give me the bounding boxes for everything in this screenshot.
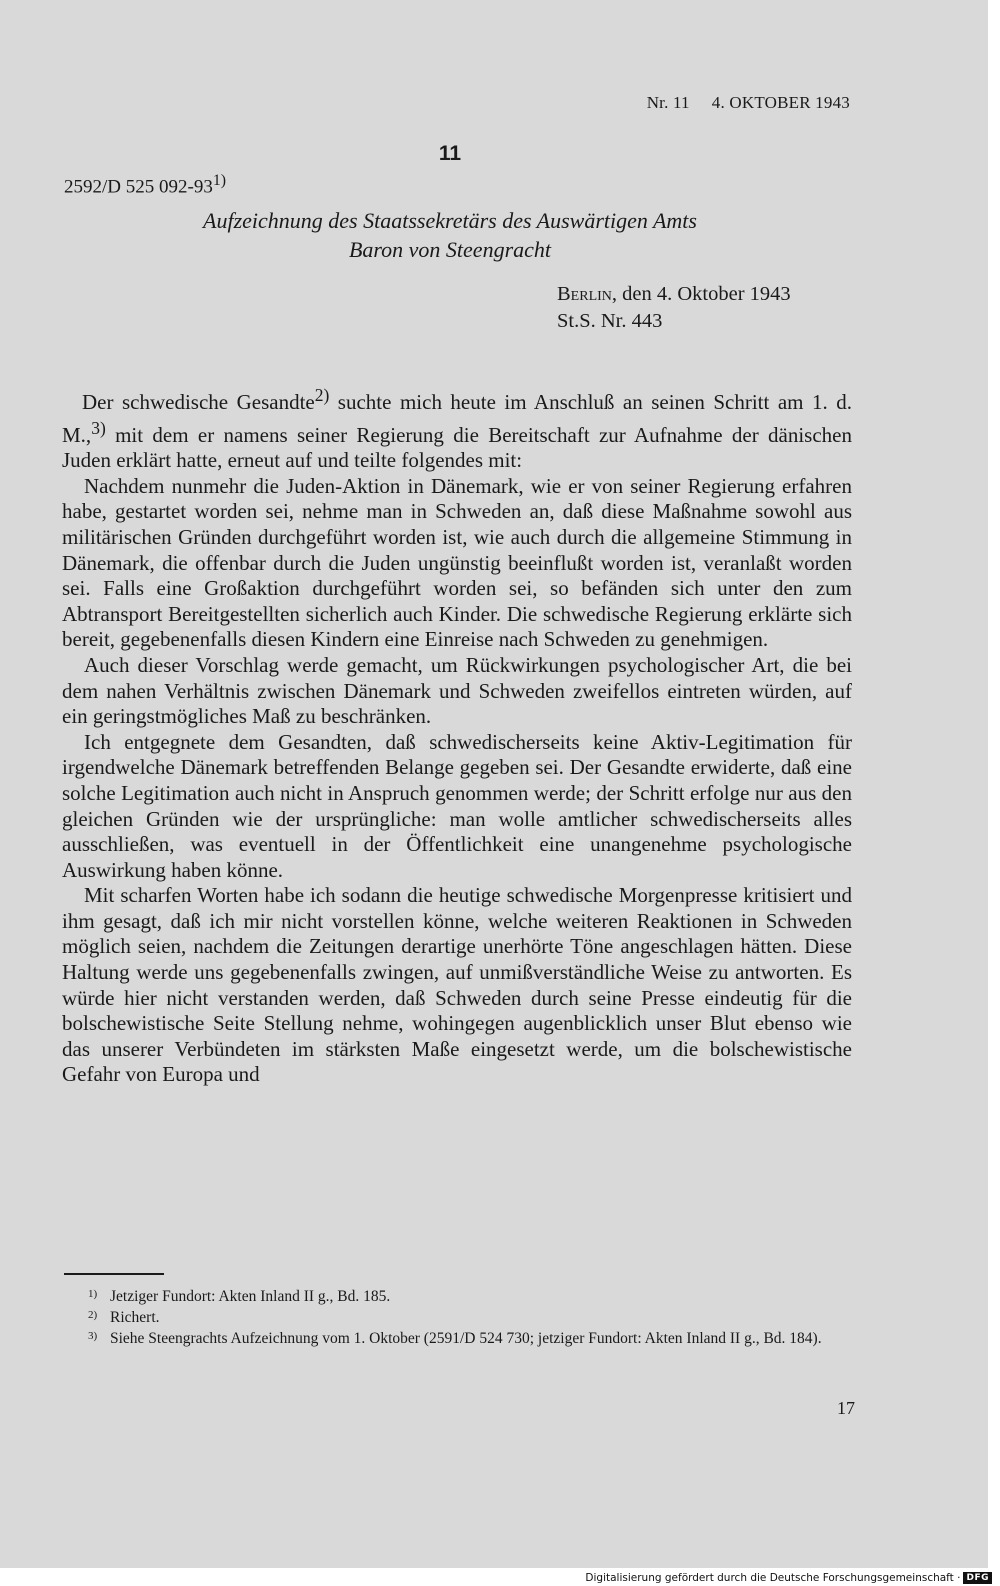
film-reference-number: 2592/D 525 092-93 xyxy=(64,176,213,198)
paragraph-1-text-a: Der schwedische Gesandte xyxy=(82,390,315,414)
digitization-credit xyxy=(585,1572,992,1584)
footnote-text: Richert. xyxy=(110,1309,160,1326)
footnote-divider xyxy=(64,1273,164,1275)
footnote-mark: 1) xyxy=(88,1288,98,1300)
date: , den 4. Oktober 1943 xyxy=(611,283,791,305)
footnote xyxy=(88,1307,858,1328)
running-head-date: 4. OKTOBER 1943 xyxy=(711,93,850,112)
running-head-doc-number: Nr. 11 xyxy=(646,93,690,112)
credit-text: Digitalisierung gefördert durch die Deutsche Forschungsgemeinschaft · xyxy=(585,1572,961,1584)
footnote-text: Jetziger Fundort: Akten Inland II g., Bd. 185. xyxy=(110,1288,391,1305)
paragraph-1 xyxy=(62,383,852,474)
paragraph-3: Auch dieser Vorschlag werde gemacht, um Rückwirkungen psychologischer Art, die bei dem nahen Verhältnis zwischen Dänemark und Schweden zweifellos eintreten würden, auf ein geringstmögliches Maß zu beschränken. xyxy=(62,652,852,729)
page-number: 17 xyxy=(837,1398,855,1418)
footnote-mark: 3) xyxy=(88,1330,98,1342)
footnote-text: Siehe Steengrachts Aufzeichnung vom 1. Oktober (2591/D 524 730; jetziger Fundort: Akten Inland II g., Bd. 184). xyxy=(110,1330,822,1347)
paragraph-1-text-c: mit dem er namens seiner Regierung die Bereitschaft zur Aufnahme der dänischen Juden erklärt hatte, erneut auf und teilte folgendes mit: xyxy=(62,422,852,473)
footnote-mark: 2) xyxy=(88,1309,98,1321)
footnote-ref-1: 1) xyxy=(212,172,227,189)
body-text xyxy=(62,383,852,1088)
running-head xyxy=(647,93,850,113)
dfg-logo: DFG xyxy=(963,1572,992,1584)
paragraph-2: Nachdem nunmehr die Juden-Aktion in Dänemark, wie er von seiner Regierung erfahren habe, gestartet worden sei, nehme man in Schweden an, daß diese Maßnahme sowohl aus militärischen Gründen durchgeführt worden ist, wie auch durch die allgemeine Stimmung in Dänemark, die offenbar durch die Juden ungünstig beeinflußt worden ist, veranlaßt worden sei. Falls eine Großaktion durchgeführt worden sei, so befänden sich unter den zum Abtransport Bereitgestellten sicherlich auch Kinder. Die schwedische Regierung erklärte sich bereit, gegebenenfalls diesen Kindern eine Einreise nach Schweden zu genehmigen. xyxy=(62,473,852,652)
document-number: 11 xyxy=(438,142,462,165)
footnotes xyxy=(88,1286,858,1349)
document-title xyxy=(0,206,900,264)
place-and-date xyxy=(557,281,791,335)
paragraph-1-text-b: suchte mich heute im Anschluß an seinen Schritt am 1. d. M., xyxy=(62,390,852,447)
paragraph-5: Mit scharfen Worten habe ich sodann die heutige schwedische Morgenpresse kritisiert und ihm gesagt, daß ich mir nicht vorstellen könne, welche weiteren Reaktionen in Schweden möglich seien, nachdem die Zeitungen derartige unerhörte Töne angeschlagen hätten. Diese Haltung werde uns gegebenenfalls zwingen, auf unmißverständliche Weise zu antworten. Es würde hier nicht verstanden werden, daß Schweden durch seine Presse eindeutig für die bolschewistische Seite Stellung nehme, wohingegen augenblicklich unser Blut ebenso wie das unserer Verbündeten im stärksten Maße eingesetzt werde, um die bolschewistische Gefahr von Europa und xyxy=(62,883,852,1087)
footnote xyxy=(88,1286,858,1307)
file-reference: St.S. Nr. 443 xyxy=(557,310,663,332)
place: Berlin xyxy=(557,283,612,305)
footnote-ref-2: 2) xyxy=(314,385,330,405)
paragraph-4: Ich entgegnete dem Gesandten, daß schwedischerseits keine Aktiv-Legitimation für irgendwelche Dänemark betreffenden Belange gegeben sei. Der Gesandte erwiderte, daß eine solche Legitimation auch nicht in Anspruch genommen werde; der Schritt erfolge nur aus den gleichen Gründen wie der ursprüngliche: man wolle amtlicher schwedischerseits alles ausschließen, was eventuell in der Öffentlichkeit eine unangenehme psychologische Auswirkung haben könne. xyxy=(62,729,852,882)
document-title-line-2: Baron von Steengracht xyxy=(348,237,552,262)
document-title-line-1: Aufzeichnung des Staatssekretärs des Auswärtigen Amts xyxy=(203,208,697,233)
film-reference xyxy=(64,172,226,198)
footnote xyxy=(88,1328,858,1349)
footnote-ref-3: 3) xyxy=(91,417,106,438)
